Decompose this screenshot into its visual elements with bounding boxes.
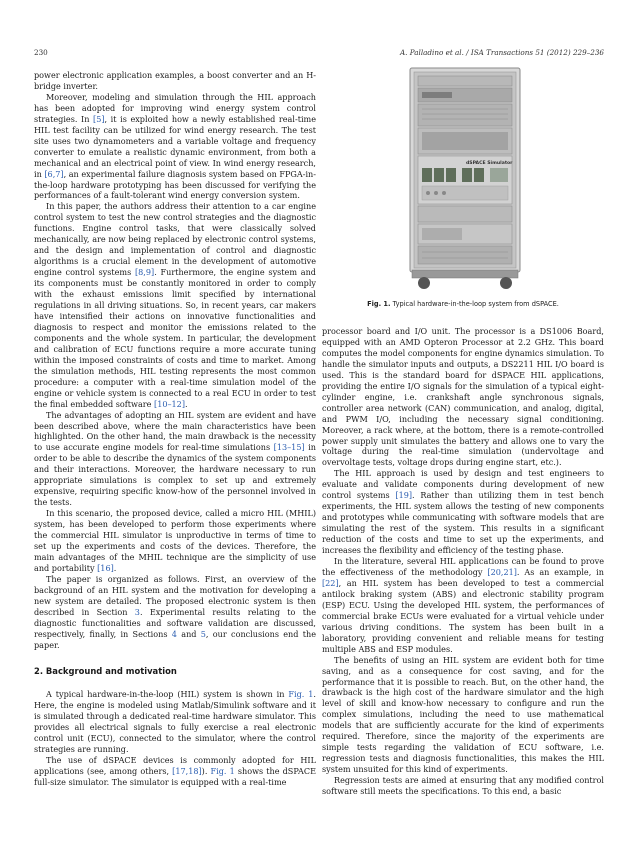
citation-link[interactable]: [16]: [97, 562, 114, 573]
figure-hil-rack: [400, 64, 530, 292]
citation-link[interactable]: [20,21]: [487, 566, 517, 577]
citation-link[interactable]: 4: [171, 628, 177, 639]
right-paragraphs: [322, 326, 604, 797]
citation-link[interactable]: [17,18]: [172, 766, 202, 777]
citation-link[interactable]: 5: [200, 628, 206, 639]
paragraph-text: . Rather than utilizing them in test bench experiments, the HIL system allows the testing of new components and prototypes while communicating with software models that are simulating the rest of the system. This results in a significant reduction of the costs and time to set up the experiments, and increases the flexibility and efficiency of the testing phase.: [322, 490, 604, 556]
paragraph-text: . Here, the engine is modeled using Matlab/Simulink software and it is simulated through a dedicated real-time hardware simulator. This provides all electrical signals to fully exercise a real electronic control unit (ECU), connected to the simulator, where the control strategies are running.: [34, 689, 316, 755]
paragraph: [322, 326, 604, 468]
paragraph: [34, 70, 316, 92]
caption-label: Fig. 1.: [367, 300, 391, 308]
paragraph: [322, 775, 604, 797]
paragraph-text: shows the dSPACE full-size simulator. The simulator is equipped with a real-time: [34, 766, 316, 788]
paragraph: [34, 574, 316, 651]
paragraph-text: The benefits of using an HIL system are evident both for time saving, and as a consequence for cost saving, and for the performance that it is possible to reach. But, on the other hand, the drawback is the high cost of the hardware simulator and the high level of skill and know-how necessary to configure and run the complex simulations, including the need to use mathematical models that are sufficiently accurate for the kind of experiments required. Therefore, since the majority of the experiments are simple tests regarding the validation of ECU software, i.e. regression tests and diagnosis functionalities, this makes the HIL system unsuited for this kind of experiments.: [322, 654, 604, 775]
right-column: [322, 326, 604, 797]
left-section-paragraphs: [34, 689, 316, 788]
citation-link[interactable]: Fig. 1: [210, 766, 235, 777]
paragraph-text: The advantages of adopting an HIL system are evident and have been described above, where the main characteristics have been highlighted. On the other hand, the main drawback is the necessity to use accurate engine models for real-time simulations: [34, 409, 316, 453]
rack-lower-units: [418, 206, 512, 264]
citation-link[interactable]: Fig. 1: [288, 689, 314, 700]
simulator-panel: [418, 156, 513, 204]
paragraph-text: A typical hardware-in-the-loop (HIL) system is shown in: [46, 689, 289, 700]
paragraph-text: The HIL approach is used by design and test engineers to evaluate and validate components during development of new control systems: [322, 468, 604, 501]
journal-citation: A. Palladino et al. / ISA Transactions 51 (2012) 229–236: [399, 48, 604, 57]
paragraph: [34, 755, 316, 788]
paragraph-text: , an HIL system has been developed to test a commercial antilock braking system (ABS) and electronic stability program (ESP) ECU. Using the developed HIL system, the performances of commercial brake ECUs were evaluated for a virtual vehicle under various driving conditions. The system has been built in a laboratory, providing convenient and reliable means for testing multiple ABS and ESP modules.: [322, 577, 604, 654]
paragraph: [34, 201, 316, 409]
citation-link[interactable]: [8,9]: [135, 267, 155, 278]
paragraph-text: In this paper, the authors address their attention to a car engine control system to test the new control strategies and the diagnostic functions. Engine control tasks, that were classically solved mechanically, are now being replaced by electronic control systems, and the design and implementation of control and diagnostic algorithms is a crucial element in the development of automotive engine control systems: [34, 201, 316, 278]
paragraph-text: and: [176, 628, 201, 639]
paragraph-text: Moreover, modeling and simulation through the HIL approach has been adopted for improving wind energy system control strategies. In: [34, 91, 316, 124]
paragraph: [322, 556, 604, 655]
paragraph: [34, 92, 316, 202]
paragraph-text: in order to be able to describe the dynamics of the system components and their interactions. Moreover, the hardware necessary to run appropriate simulations is complex to set up and extremely expensive, requiring specific know-how of the personnel involved in the tests.: [34, 442, 317, 508]
figure-caption: [322, 300, 604, 308]
paragraph-text: , it is exploited how a newly established real-time HIL test facility can be utilized for wind energy research. The test site uses two dynamometers and a variable voltage and frequency converter to emulate a realistic dynamic environment, from both a mechanical and an electrical point of view. In wind energy research, in: [34, 113, 316, 179]
caster-wheel-right: [500, 277, 512, 289]
citation-link[interactable]: [6,7]: [44, 168, 64, 179]
paragraph: [34, 689, 316, 755]
paragraph-text: , an experimental failure diagnosis system based on FPGA-in-the-loop hardware prototyping has been discussed for verifying the performances of a fault-tolerant wind energy conversion system.: [34, 168, 317, 201]
paragraph-text: . As an example, in: [516, 566, 604, 577]
page-number: 230: [34, 48, 48, 57]
left-column: [34, 70, 316, 788]
paragraph: [322, 468, 604, 556]
caption-text: Typical hardware-in-the-loop system from dSPACE.: [392, 300, 559, 308]
section-heading: 2. Background and motivation: [34, 665, 177, 676]
citation-link[interactable]: [19]: [395, 490, 413, 501]
paragraph-text: .: [185, 398, 188, 409]
citation-link[interactable]: 3: [134, 606, 140, 617]
paragraph: [322, 655, 604, 775]
paragraph-text: In this scenario, the proposed device, called a micro HIL (MHIL) system, has been developed to perform those experiments where the commercial HIL simulator is unproductive in terms of time to set up the experiments and costs of the devices. Therefore, the main advantages of the MHIL technique are the simplicity of use and portability: [34, 508, 316, 573]
paragraph: [34, 508, 316, 574]
left-intro-paragraphs: [34, 70, 316, 651]
paragraph-text: In the literature, several HIL applications can be found to prove the effectiveness of the methodology: [322, 556, 604, 577]
panel-brand-label: dSPACE Simulator: [466, 161, 513, 166]
paragraph-text: .: [113, 562, 117, 573]
paragraph-text: . Furthermore, the engine system and its components must be constantly monitored in order to comply with the exhaust emissions limit specified by international regulations in all driving situations. So, in recent years, car makers have intensified their actions on innovative functionalities and diagnosis to respect and monitor the emissions related to the components and the whole system. In particular, the development and calibration of ECU functions require a more accurate tuning within the imposed constraints of costs and time to market. Among the simulation methods, HIL testing represents the most common procedure: a computer with a real-time simulation model of the engine or vehicle system is connected to a real ECU in order to test the final embedded software: [34, 267, 316, 409]
paragraph-text: , our conclusions end the paper.: [34, 628, 316, 650]
caster-wheel-left: [418, 277, 430, 289]
citation-link[interactable]: [5]: [93, 113, 105, 124]
paragraph-text: ).: [201, 766, 211, 777]
paragraph-text: Regression tests are aimed at ensuring that any modified control software still meets the specifications. To this end, a basic: [322, 775, 604, 797]
paragraph-text: power electronic application examples, a boost converter and an H-bridge inverter.: [34, 70, 316, 91]
citation-link[interactable]: [22]: [322, 577, 339, 588]
running-header: [34, 48, 604, 60]
paragraph: [34, 410, 316, 509]
paragraph-text: . Experimental results relating to the diagnostic functionalities and software validation are discussed, respectively, finally, in Sections: [34, 606, 316, 639]
paragraph-text: The use of dSPACE devices is commonly adopted for HIL applications (see, among others,: [34, 755, 316, 777]
paragraph-text: The paper is organized as follows. First, an overview of the background of an HIL system and the motivation for developing a new system are detailed. The proposed electronic system is then described in Section: [34, 573, 316, 617]
citation-link[interactable]: [10–12]: [154, 398, 185, 409]
paragraph-text: processor board and I/O unit. The processor is a DS1006 Board, equipped with an AMD Opteron Processor at 2.2 GHz. This board computes the model components for engine dynamics simulation. To handle the simulator inputs and outputs, a DS2211 HIL I/O board is used. This is the standard board for dSPACE HIL applications, providing the entire I/O signals for the simulation of a typical eight-cylinder engine, i.e. crankshaft angle synchronous signals, controller area network (CAN) communication, and analog, digital, and PWM I/O, including the necessary signal conditioning. Moreover, a rack where, at the bottom, there is a remote-controlled power supply unit simulates the battery and allows one to vary the voltage during the real-time simulation (undervoltage and overvoltage tests, voltage drops during engine start, etc.).: [322, 326, 604, 468]
citation-link[interactable]: [13–15]: [273, 442, 305, 453]
